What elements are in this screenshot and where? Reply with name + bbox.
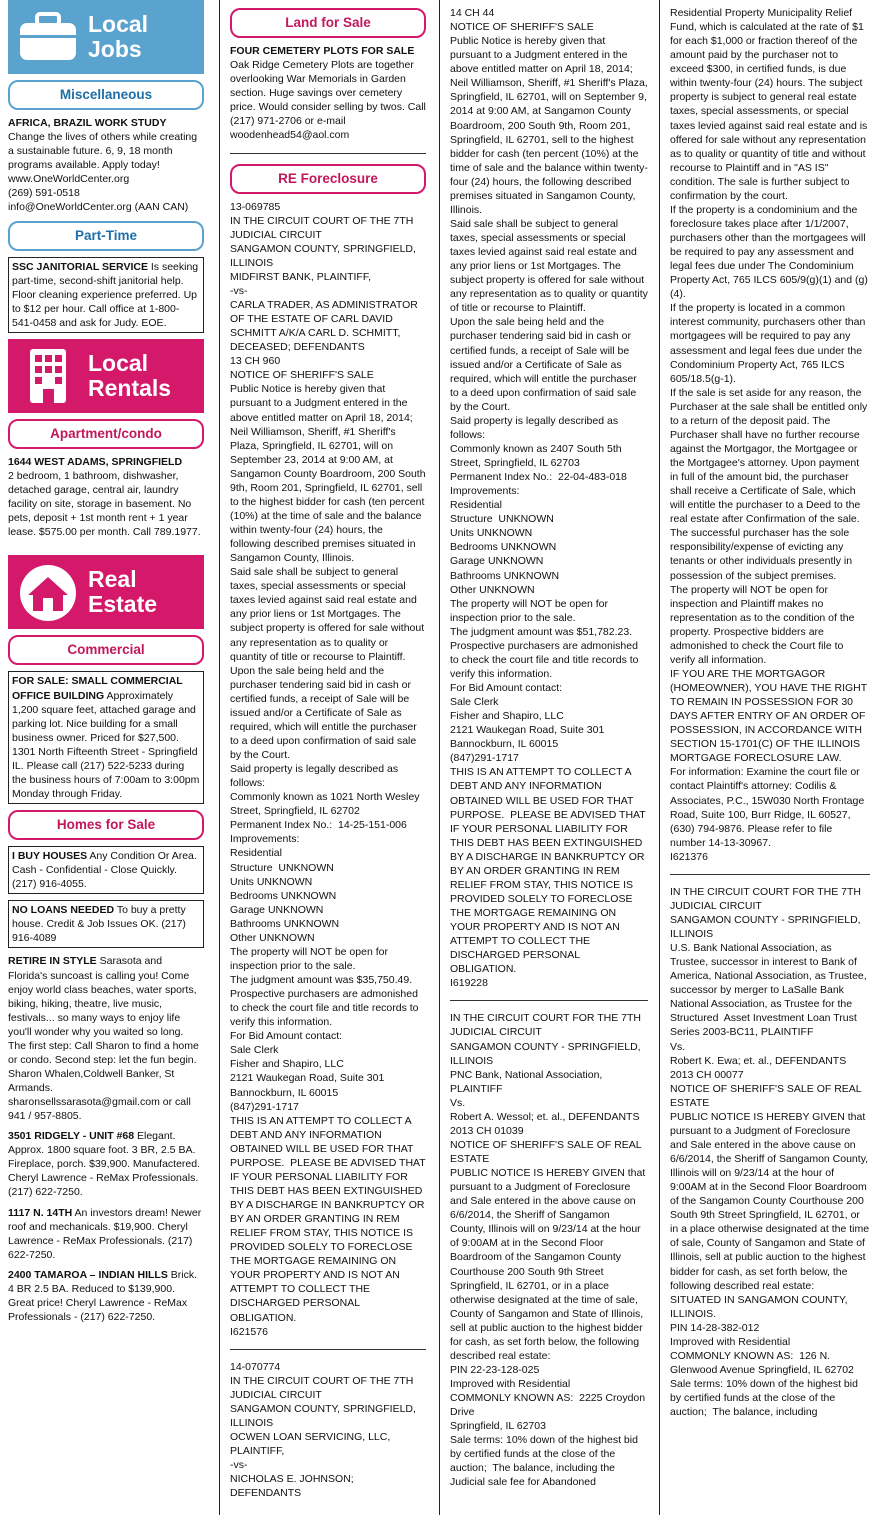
foreclosure-notice-14-070774: 14-070774 IN THE CIRCUIT COURT OF THE 7TH JUDICIAL CIRCUIT SANGAMON COUNTY, SPRINGFIELD, ILLINOIS OCWEN LOAN SERVICING, LLC, PLAINTIFF, -vs- NICHOLAS E. JOHNSON; DEFENDANTS [230, 1360, 416, 1500]
column-3 [450, 0, 648, 1515]
foreclosure-notice-2013-ch-00077: IN THE CIRCUIT COURT FOR THE 7TH JUDICIAL CIRCUIT SANGAMON COUNTY - SPRINGFIELD, ILLINOIS U.S. Bank National Association, as Trustee, successor in interest to Bank of America, National Association, as Trustee, successor by merger to LaSalle Bank National Association, as Trustee for the Structured Asset Investment Loan Trust Series 2003-BC11, PLAINTIFF Vs. Robert K. Ewa; et. al., DEFENDANTS 2013 CH 00077 NOTICE OF SHERIFF'S SALE OF REAL ESTATE PUBLIC NOTICE IS HEREBY GIVEN that pursuant to a Judgment of Foreclosure and Sale entered in the above cause on 6/6/2014, the Sheriff of Sangamon County, Illinois will on 9/23/14 at the hour of 9:00AM at in the Second Floor Boardroom of the Sangamon County Courthouse 200 South 9th Street Springfield, IL 62701, or in a place otherwise designated at the time of sale, County of Sangamon and State of Illinois, sell at public auction to the highest bidder for cash, as set forth below, the following described real estate: SITUATED IN SANGAMON COUNTY, ILLINOIS. PIN 14-28-382-012 Improved with Residential COMMONLY KNOWN AS: 126 N. Glenwood Avenue Springfield, IL 62702 Sale terms: 10% down of the highest bid by certified funds at the close of the auction; The balance, including [670, 885, 870, 1419]
divider [670, 874, 870, 875]
commercial-heading: Commercial [8, 635, 204, 665]
re-foreclosure-heading: RE Foreclosure [230, 164, 426, 194]
divider [230, 1349, 426, 1350]
land-for-sale-heading: Land for Sale [230, 8, 426, 38]
foreclosure-notice-14-ch-44: 14 CH 44 NOTICE OF SHERIFF'S SALE Public Notice is hereby given that pursuant to a Judgment entered in the above entitled matter on April 18, 2014; Neil Williamson, Sheriff, #1 Sheriff's Plaza, Springfield, IL 62701, will on September 9, 2014 at 9:00 AM, at Sangamon County Boardroom, 200 South 9th, Room 201, Springfield, IL 62701, sell to the highest bidder for cash (ten percent (10%) at the time of sale and the balance within twenty-four (24) hours, the following described premises situated in Sangamon County, Illinois. Said sale shall be subject to general taxes, special assessments or special taxes levied against said real estate and any prior liens or 1st Mortgages. The subject property is offered for sale without any representation as to quality or quantity of title or recourse to Plaintiff. Upon the sale being held and the purchaser tendering said bid in cash or certified funds, a receipt of Sale will be issued and/or a Certificate of Sale as required, which will entitle the purchaser to a deed upon confirmation of said sale by the Court. Said property is legally described as follows: Commonly known as 2407 South 5th Street, Springfield, IL 62703 Permanent Index No.: 22-04-483-018 Improvements: Residential Structure UNKNOWN Units UNKNOWN Bedrooms UNKNOWN Garage UNKNOWN Bathrooms UNKNOWN Other UNKNOWN The property will NOT be open for inspection prior to the sale. The judgment amount was $51,782.23. Prospective purchasers are admonished to check the court file and title records to verify this information. For Bid Amount contact: Sale Clerk Fisher and Shapiro, LLC 2121 Waukegan Road, Suite 301 Bannockburn, IL 60015 (847)291-1717 THIS IS AN ATTEMPT TO COLLECT A DEBT AND ANY INFORMATION OBTAINED WILL BE USED FOR THAT PURPOSE. PLEASE BE ADVISED THAT IF YOUR PERSONAL LIABILITY FOR THIS DEBT HAS BEEN EXTINGUISHED BY A DISCHARGE IN BANKRUPTCY OR BY AN ORDER GRANTING IN REM RELIEF FROM STAY, THIS NOTICE IS PROVIDED SOLELY TO FORECLOSE THE MORTGAGE REMAINING ON YOUR PROPERTY AND IS NOT AN ATTEMPT TO COLLECT THE DISCHARGED PERSONAL OBLIGATION. I619228 [450, 7, 648, 990]
n-14th-ad: 1117 N. 14TH An investors dream! Newer roof and mechanicals. $19,900. Cheryl Lawrence - ReMax Professionals. (217) 622-7250. [8, 1206, 205, 1261]
local-rentals-banner [8, 339, 204, 413]
part-time-heading: Part-Time [8, 221, 204, 251]
column-2 [230, 0, 426, 1515]
divider [230, 153, 426, 154]
local-jobs-title: Local Jobs [88, 11, 149, 62]
foreclosure-notice-continued: Residential Property Municipality Relief Fund, which is calculated at the rate of $1 for each $1,000 or fraction thereof of the amount paid by the purchaser not to exceed $300, in certified funds, is due within twenty-four (24) hours. The subject property is subject to general real estate taxes, special assessments, or special taxes levied against said real estate and is offered for sale without any representation as to quality or quantity of title and without recourse to Plaintiff and in "AS IS" condition. The sale is further subject to confirmation by the court. If the property is a condominium and the foreclosure takes place after 1/1/2007, purchasers other than the mortgagees will be required to pay any assessment and legal fees due under The Condominium Property Act, 765 ILCS 605/9(g)(1) and (g)(4). If the property is located in a common interest community, purchasers other than mortgagees will be required to pay any assessment and legal fees due under the Condominium Property Act, 765 ILCS 605/18.5(g-1). If the sale is set aside for any reason, the Purchaser at the sale shall be entitled only to a return of the deposit paid. The Purchaser shall have no further recourse against the Mortgagor, the Mortgagee or the Mortgagee's attorney. Upon payment in full of the amount bid, the purchaser shall receive a Certificate of Sale, which will entitle the purchaser to a Deed to the real estate after Confirmation of the sale. The successful purchaser has the sole responsibility/expense of evicting any tenants or other individuals presently in possession of the subject premises. The property will NOT be open for inspection and Plaintiff makes no representation as to the condition of the property. Prospective bidders are admonished to check the Court file to verify all information. IF YOU ARE THE MORTGAGOR (HOMEOWNER), YOU HAVE THE RIGHT TO REMAIN IN POSSESSION FOR 30 DAYS AFTER ENTRY OF AN ORDER OF POSSESSION, IN ACCORDANCE WITH SECTION 15-1701(C) OF THE ILLINOIS MORTGAGE FORECLOSURE LAW. For information: Examine the court file or contact Plaintiff's attorney: Codilis & Associates, P.C., 15W030 North Frontage Road, Suite 100, Burr Ridge, IL 60527, (630) 794-9876. Please refer to file number 14-13-30967. I621376 [670, 7, 868, 863]
column-1 [8, 0, 204, 1515]
commercial-office-ad: FOR SALE: SMALL COMMERCIAL OFFICE BUILDING Approximately 1,200 square feet, attached garage and parking lot. Nice building for a small business owner. Priced for $27,500. 1301 North Fifteenth Street - Springfield IL. Please call (217) 522-5233 during the business hours of 7:00am to 3:00pm Monday through Friday. [8, 671, 204, 804]
building-icon [8, 339, 88, 413]
divider [450, 1000, 648, 1001]
ssc-janitorial-ad: SSC JANITORIAL SERVICE Is seeking part-time, second-shift janitorial help. Floor cleaning experience preferred. Up to $12 per hour. Call office at 1-800-541-0458 and ask for Judy. EOE. [8, 257, 204, 333]
apartment-condo-heading: Apartment/condo [8, 419, 204, 449]
homes-for-sale-heading: Homes for Sale [8, 810, 204, 840]
briefcase-icon [8, 0, 88, 74]
cemetery-plots-ad: FOUR CEMETERY PLOTS FOR SALE Oak Ridge Cemetery Plots are together overlooking War Memorials in Garden section. Huge savings over cemetery price. Would consider selling by twos. Call (217) 971-2706 or e-mail woodenhead54@aol.com [230, 45, 426, 142]
column-4 [670, 0, 870, 1515]
tamaroa-ad: 2400 TAMAROA – INDIAN HILLS Brick. 4 BR 2.5 BA. Reduced to $139,900. Great price! Cheryl Lawrence - ReMax Professionals - (217) 622-7250. [8, 1268, 200, 1323]
retire-in-style-ad: RETIRE IN STYLE Sarasota and Florida's suncoast is calling you! Come enjoy world class beaches, water sports, biking, hiking, theatre, live music, festivals... so many ways to enjoy life you'll wonder why you waited so long. The first step: Call Sharon to find a home or condo. Second step: let the fun begin. Sharon Whalen,Coldwell Banker, St Armands. sharonsellssarasota@gmail.com or call 941 / 957-8805. [8, 955, 202, 1123]
no-loans-ad: NO LOANS NEEDED To buy a pretty house. Credit & Job Issues OK. (217) 916-4089 [8, 900, 204, 948]
real-estate-banner [8, 555, 204, 629]
africa-brazil-ad: AFRICA, BRAZIL WORK STUDY Change the lives of others while creating a sustainable future. 6, 9, 18 month programs available. Apply today! www.OneWorldCenter.org (269) 591-0518 info@OneWorldCenter.org (AAN CAN) [8, 117, 198, 214]
ridgely-ad: 3501 RIDGELY - UNIT #68 Elegant. Approx. 1800 square foot. 3 BR, 2.5 BA. Fireplace, porch. $39,900. Manufactered. Cheryl Lawrence - ReMax Professionals. (217) 622-7250. [8, 1130, 203, 1199]
foreclosure-notice-13-069785: 13-069785 IN THE CIRCUIT COURT OF THE 7TH JUDICIAL CIRCUIT SANGAMON COUNTY, SPRINGFIELD, ILLINOIS MIDFIRST BANK, PLAINTIFF, -vs- CARLA TRADER, AS ADMINISTRATOR OF THE ESTATE OF CARL DAVID SCHMITT A/K/A CARL D. SCHMITT, DECEASED; DEFENDANTS 13 CH 960 NOTICE OF SHERIFF'S SALE Public Notice is hereby given that pursuant to a Judgment entered in the above entitled matter on April 18, 2014; Neil Williamson, Sheriff, #1 Sheriff's Plaza, Springfield, IL 62701, will on September 23, 2014 at 9:00 AM, at Sangamon County Boardroom, 200 South 9th, Room 201, Springfield, IL 62701, sell to the highest bidder for cash (ten percent (10%) at the time of sale and the balance within twenty-four (24) hours, the following described premises situated in Sangamon County, Illinois. Said sale shall be subject to general taxes, special assessments or special taxes levied against said real estate and any prior liens or 1st Mortgages. The subject property is offered for sale without any representation as to quality or quantity of title or recourse to Plaintiff. Upon the sale being held and the purchaser tendering said bid in cash or certified funds, a receipt of Sale will be issued and/or a Certificate of Sale as required, which will entitle the purchaser to a deed upon confirmation of said sale by the Court. Said property is legally described as follows: Commonly known as 1021 North Wesley Street, Springfield, IL 62702 Permanent Index No.: 14-25-151-006 Improvements: Residential Structure UNKNOWN Units UNKNOWN Bedrooms UNKNOWN Garage UNKNOWN Bathrooms UNKNOWN Other UNKNOWN The property will NOT be open for inspection prior to the sale. The judgment amount was $35,750.49. Prospective purchasers are admonished to check the court file and title records to verify this information. For Bid Amount contact: Sale Clerk Fisher and Shapiro, LLC 2121 Waukegan Road, Suite 301 Bannockburn, IL 60015 (847)291-1717 THIS IS AN ATTEMPT TO COLLECT A DEBT AND ANY INFORMATION OBTAINED WILL BE USED FOR THAT PURPOSE. PLEASE BE ADVISED THAT IF YOUR PERSONAL LIABILITY FOR THIS DEBT HAS BEEN EXTINGUISHED BY A DISCHARGE IN BANKRUPTCY OR BY AN ORDER GRANTING IN REM RELIEF FROM STAY, THIS NOTICE IS PROVIDED SOLELY TO FORECLOSE THE MORTGAGE REMAINING ON YOUR PROPERTY AND IS NOT AN ATTEMPT TO COLLECT THE DISCHARGED PERSONAL OBLIGATION. I621576 [230, 200, 426, 1338]
local-jobs-banner [8, 0, 204, 74]
foreclosure-notice-2013-ch-01039: IN THE CIRCUIT COURT FOR THE 7TH JUDICIAL CIRCUIT SANGAMON COUNTY - SPRINGFIELD, ILLINOIS PNC Bank, National Association, PLAINTIFF Vs. Robert A. Wessol; et. al., DEFENDANTS 2013 CH 01039 NOTICE OF SHERIFF'S SALE OF REAL ESTATE PUBLIC NOTICE IS HEREBY GIVEN that pursuant to a Judgment of Foreclosure and Sale entered in the above cause on 6/6/2014, the Sheriff of Sangamon County, Illinois will on 9/23/14 at the hour of 9:00AM at in the Second Floor Boardroom of the Sangamon County Courthouse 200 South 9th Street Springfield, IL 62701, or in a place otherwise designated at the time of sale, County of Sangamon and State of Illinois, sell at public auction to the highest bidder for cash, as set forth below, the following described real estate: PIN 22-23-128-025 Improved with Residential COMMONLY KNOWN AS: 2225 Croydon Drive Springfield, IL 62703 Sale terms: 10% down of the highest bid by certified funds at the close of the auction; The balance, including the Judicial sale fee for Abandoned [450, 1012, 646, 1489]
local-rentals-title: Local Rentals [88, 349, 172, 401]
house-icon [8, 555, 88, 629]
real-estate-title: Real Estate [88, 566, 158, 618]
miscellaneous-heading: Miscellaneous [8, 80, 204, 110]
west-adams-ad: 1644 WEST ADAMS, SPRINGFIELD 2 bedroom, 1 bathroom, dishwasher, detached garage, central air, laundry facility on site, storage in basement. No pets, deposit + 1st month rent + 1 year lease. $575.00 per month. Call 789.1977. [8, 455, 201, 539]
i-buy-houses-ad: I BUY HOUSES Any Condition Or Area. Cash - Confidential - Close Quickly. (217) 916-4055. [8, 846, 204, 894]
